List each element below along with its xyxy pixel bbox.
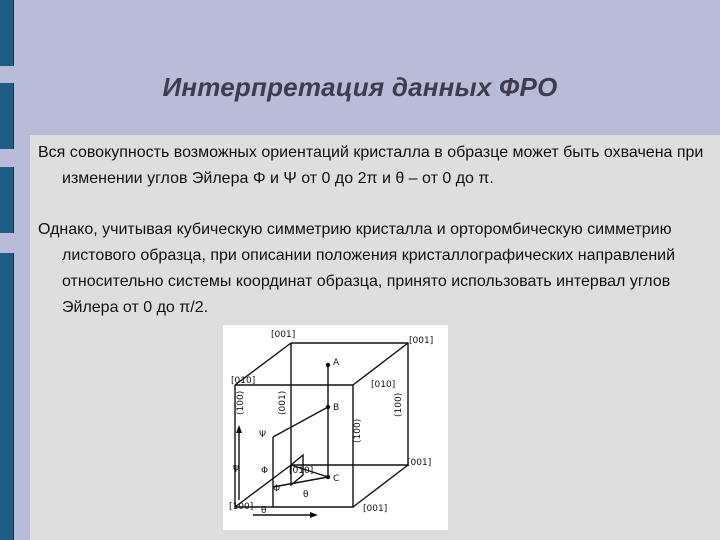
point-b-label: B xyxy=(333,403,340,413)
side-bar-4 xyxy=(0,253,14,540)
label-mid-left: [010] xyxy=(231,376,256,386)
label-left-vert: (100) xyxy=(236,390,246,415)
label-bottom-right: [001] xyxy=(363,504,388,514)
theta-axis-label: θ xyxy=(261,506,267,516)
psi-axis-label: ψ xyxy=(233,463,239,473)
paragraph-1: Вся совокупность возможных ориентаций кристалла в образце может быть охвачена при изменении углов Эйлера Φ и Ψ от 0 до 2π и θ – от 0 до π. xyxy=(38,144,704,187)
label-front-vert: (100) xyxy=(353,418,363,443)
theta-c-label: θ xyxy=(303,490,309,500)
side-bar-3 xyxy=(0,167,14,233)
label-mid-right: [010] xyxy=(371,380,396,390)
label-inner-small: [010] xyxy=(289,466,314,476)
label-right-lower: [001] xyxy=(407,458,432,468)
phi-c-label: Φ xyxy=(273,484,281,494)
point-c-label: C xyxy=(333,474,340,484)
content-panel xyxy=(30,135,720,540)
cube-diagram xyxy=(223,325,448,530)
side-bar-1 xyxy=(0,0,14,66)
label-bottom-left: [100] xyxy=(229,502,254,512)
phi-b-label: Φ xyxy=(261,466,269,476)
slide-title: Интерпретация данных ФРО xyxy=(162,72,558,102)
paragraph-2: Однако, учитывая кубическую симметрию кристалла и орторомбическую симметрию листового образца, при описании положения кристаллографических направлений относительно системы координат образца, принято использовать интервал углов Эйлера от 0 до π/2. xyxy=(38,221,676,316)
label-inner-vert: (001) xyxy=(278,390,288,415)
psi-b-label: Ψ xyxy=(259,430,267,440)
label-right-vert: (100) xyxy=(394,392,404,417)
euler-angles-figure xyxy=(223,325,448,530)
point-a-label: A xyxy=(333,358,340,368)
label-top-left: [001] xyxy=(271,330,296,340)
label-top-right: [001] xyxy=(409,336,434,346)
